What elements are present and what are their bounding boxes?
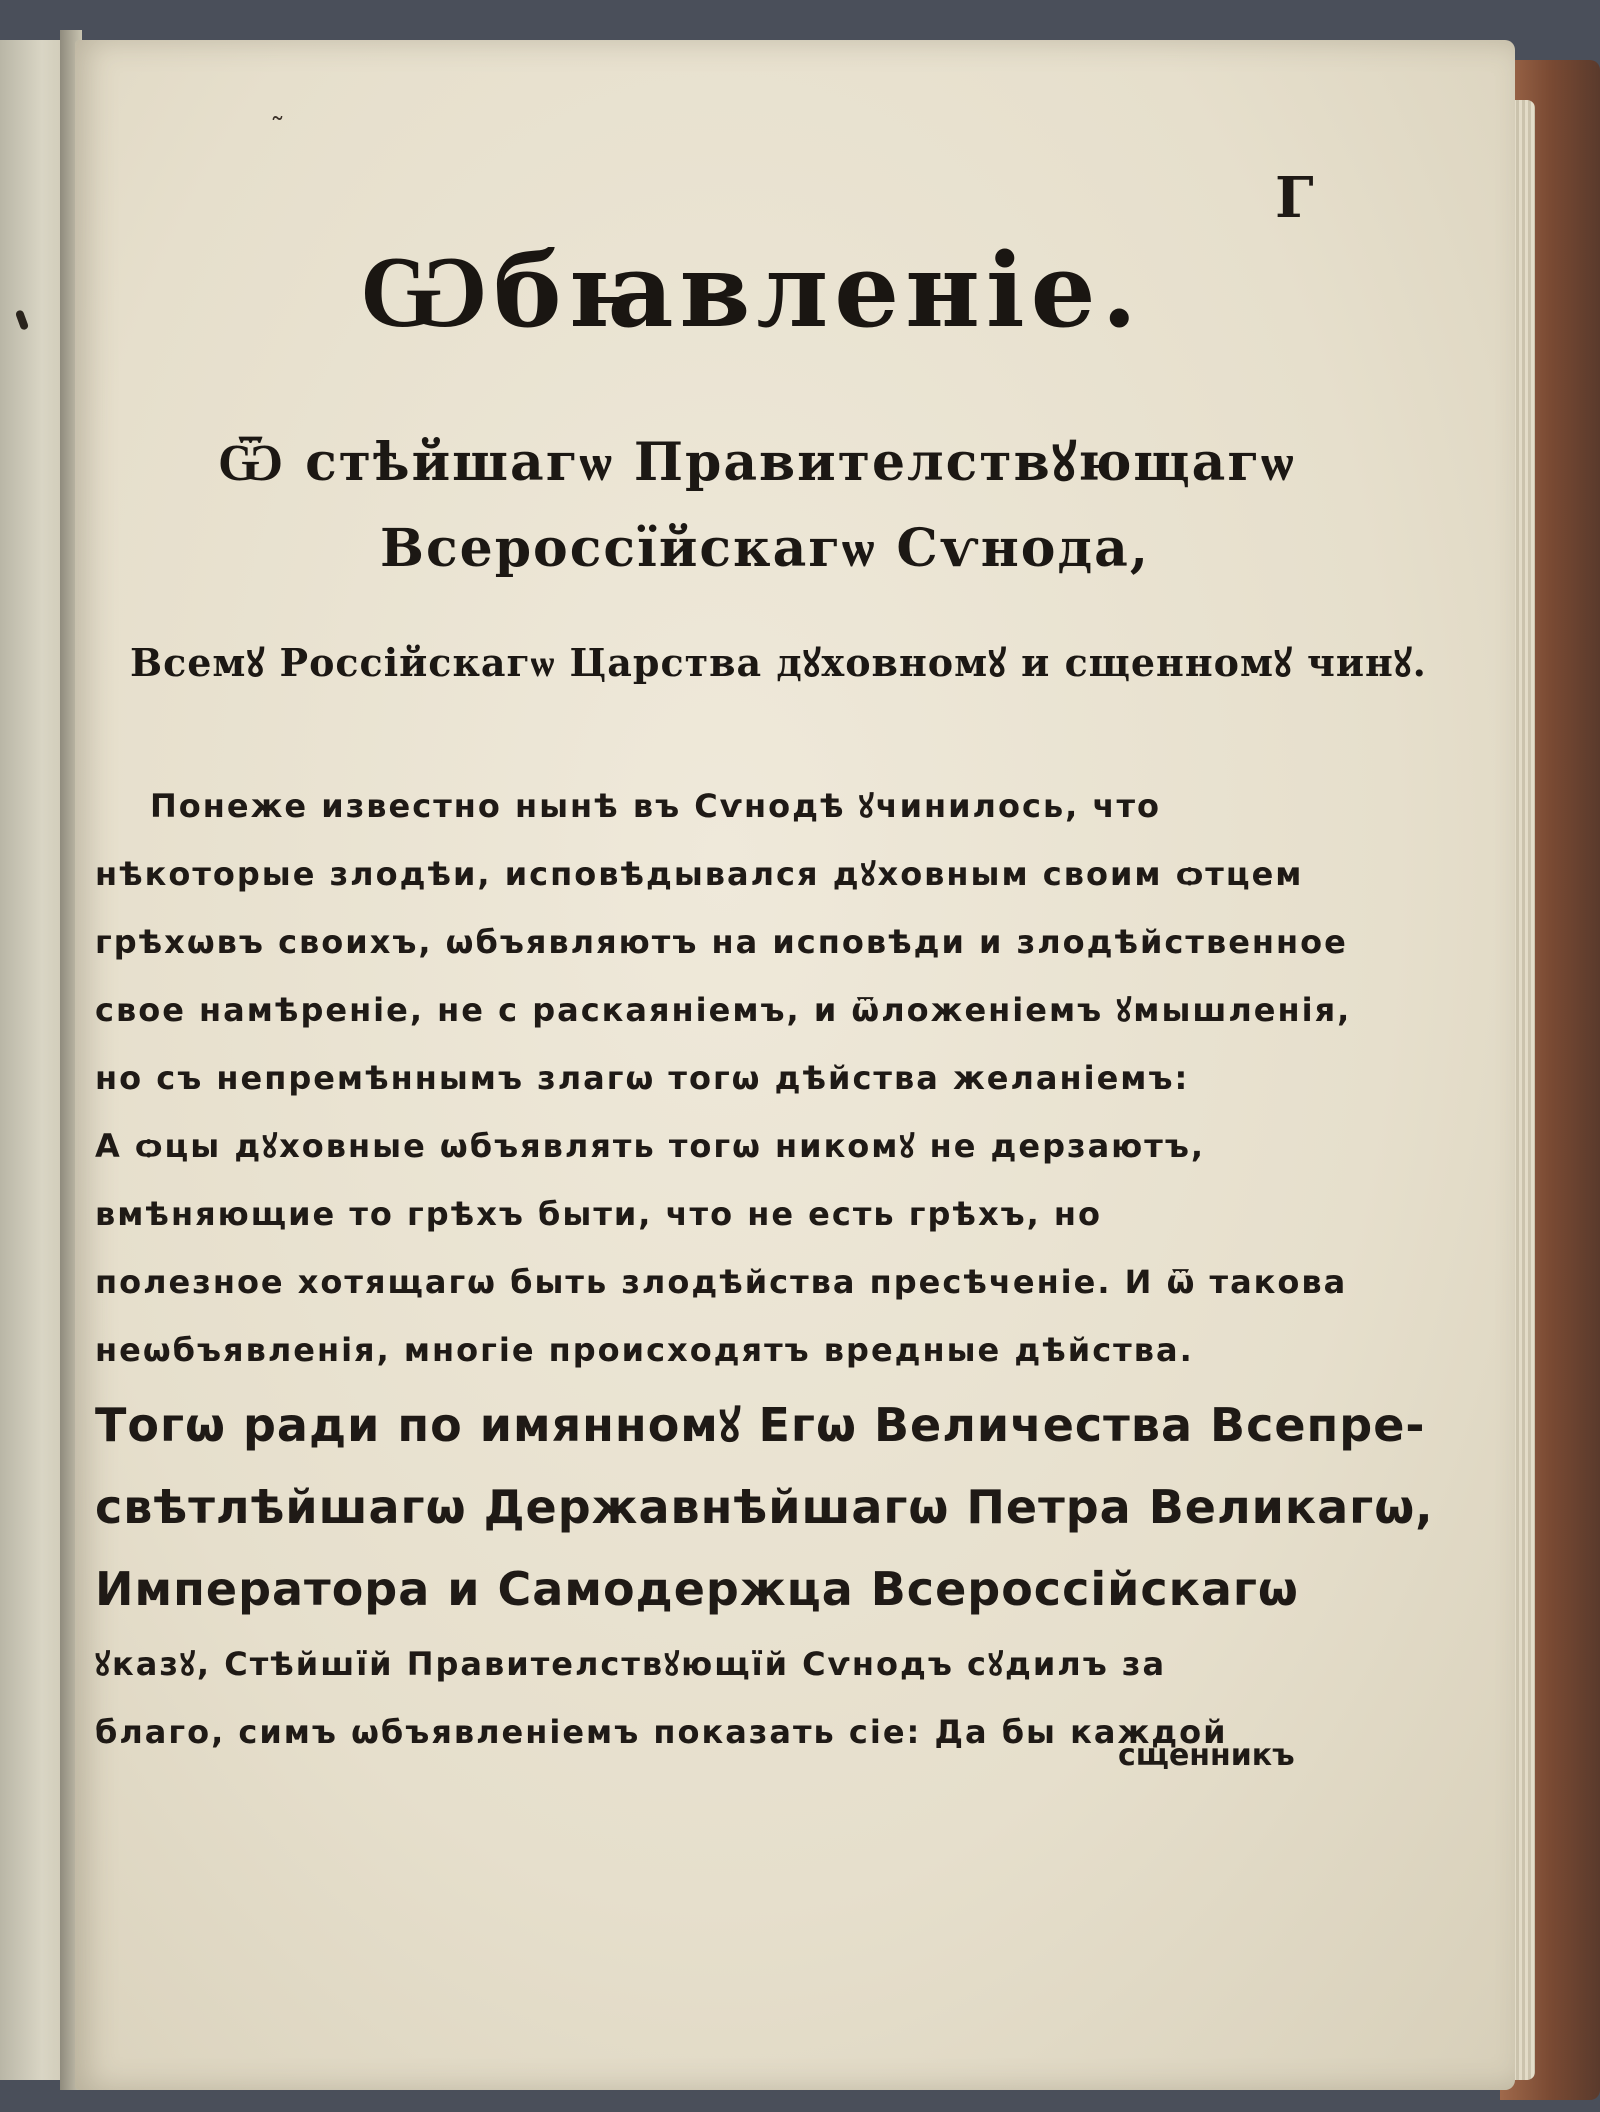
text-line: Императора и Самодержца Всероссійскагѡ <box>95 1562 1299 1616</box>
address-line: Всемꙋ Россійскагѡ Царства дꙋховномꙋ и сщенномꙋ чинꙋ. <box>130 640 1427 685</box>
text-line: благо, симъ ѡбъявленіемъ показать сіе: Да бы каждой <box>95 1713 1228 1751</box>
text-line: полезное хотящагѡ быть злодѣйства пресѣченіе. И ѿ такова <box>95 1263 1348 1301</box>
text-line: А ѻцы дꙋховные ѡбъявлять тогѡ никомꙋ не дерзаютъ, <box>95 1127 1206 1165</box>
catchword: сщенникъ <box>1118 1738 1295 1773</box>
text-line: Понеже известно нынѣ въ Сѵнодѣ ꙋчинилось, что <box>150 787 1161 825</box>
body-text <box>95 772 1434 1766</box>
ink-blot-icon <box>15 309 29 331</box>
text-line: Тогѡ ради по имянномꙋ Егѡ Величества Всепре- <box>95 1398 1426 1452</box>
text-line: нѣкоторые злодѣи, исповѣдывался дꙋховным своим ѻтцем <box>95 855 1304 893</box>
text-line: ꙋказꙋ, Стѣйшїй Правителствꙋющїй Сѵнодъ сꙋдилъ за <box>95 1645 1167 1683</box>
heading-line-1: Ѿ стѣйшагѡ Правителствꙋющагѡ <box>218 432 1296 493</box>
text-line: неѡбъявленія, многіе происходятъ вредные дѣйства. <box>95 1331 1194 1369</box>
heading-line-2: Всероссїйскагѡ Сѵнода, <box>380 518 1150 579</box>
page-number: Г <box>1275 165 1314 231</box>
page-title: Ѡбꙗвленіе. <box>360 231 1144 351</box>
text-line: свѣтлѣйшагѡ Державнѣйшагѡ Петра Великагѡ, <box>95 1480 1434 1534</box>
text-line: свое намѣреніе, не с раскаяніемъ, и ѿложеніемъ ꙋмышленія, <box>95 991 1352 1029</box>
text-line: грѣхѡвъ своихъ, ѡбъявляютъ на исповѣди и злодѣйственное <box>95 923 1348 961</box>
corner-mark: ˜ <box>270 112 285 147</box>
text-line: вмѣняющие то грѣхъ быти, что не есть грѣхъ, но <box>95 1195 1103 1233</box>
text-line: но съ непремѣннымъ злагѡ тогѡ дѣйства желаніемъ: <box>95 1059 1190 1097</box>
